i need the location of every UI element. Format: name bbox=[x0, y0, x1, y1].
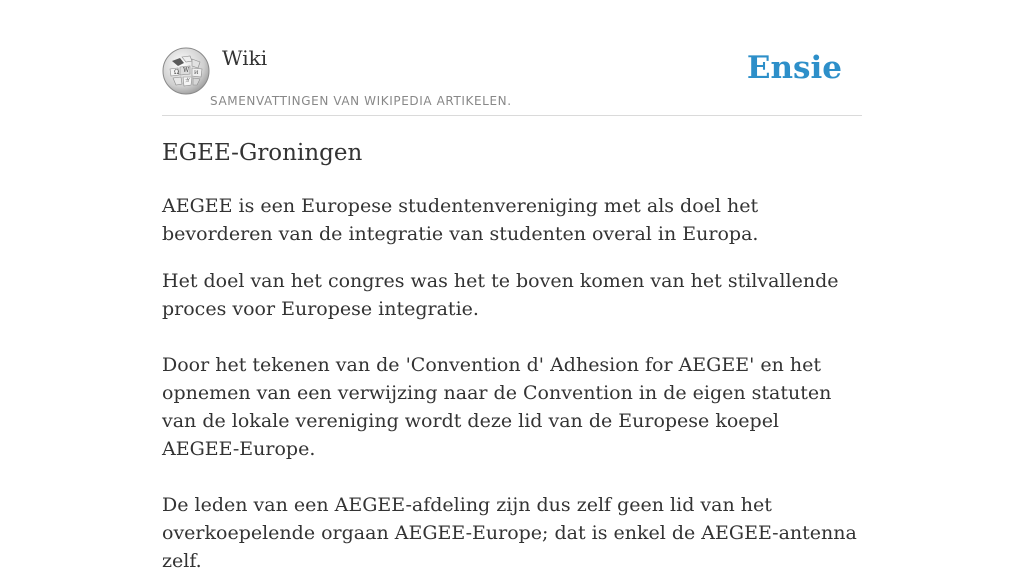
article-paragraph: Het doel van het congres was het te boven komen van het stilvallende proces voor Europese integratie. bbox=[162, 270, 839, 320]
article-paragraph: De leden van een AEGEE-afdeling zijn dus zelf geen lid van het overkoepelende orgaan AEGEE-Europe; dat is enkel de AEGEE-antenna zelf. bbox=[162, 494, 857, 572]
article-body bbox=[162, 192, 862, 575]
site-name[interactable]: Wiki bbox=[222, 46, 268, 70]
article-paragraph: AEGEE is een Europese studentenvereniging met als doel het bevorderen van de integratie van studenten overal in Europa. bbox=[162, 195, 759, 245]
ensie-brand-logo[interactable]: Ensie bbox=[746, 50, 842, 86]
site-header bbox=[162, 0, 862, 116]
svg-text:И: И bbox=[194, 70, 199, 76]
site-tagline: SAMENVATTINGEN VAN WIKIPEDIA ARTIKELEN. bbox=[210, 94, 512, 108]
svg-text:W: W bbox=[183, 67, 190, 74]
article-title: EGEE-Groningen bbox=[162, 140, 363, 166]
wikipedia-globe-icon[interactable] bbox=[162, 47, 210, 95]
svg-text:Ω: Ω bbox=[174, 69, 179, 76]
svg-text:ガ: ガ bbox=[185, 78, 191, 84]
article-paragraph: Door het tekenen van de 'Convention d' Adhesion for AEGEE' en het opnemen van een verwijzing naar de Convention in de eigen statuten van de lokale vereniging wordt deze lid van de Europese koepel AEGEE-Europe. bbox=[162, 354, 832, 460]
content-container bbox=[162, 0, 862, 572]
